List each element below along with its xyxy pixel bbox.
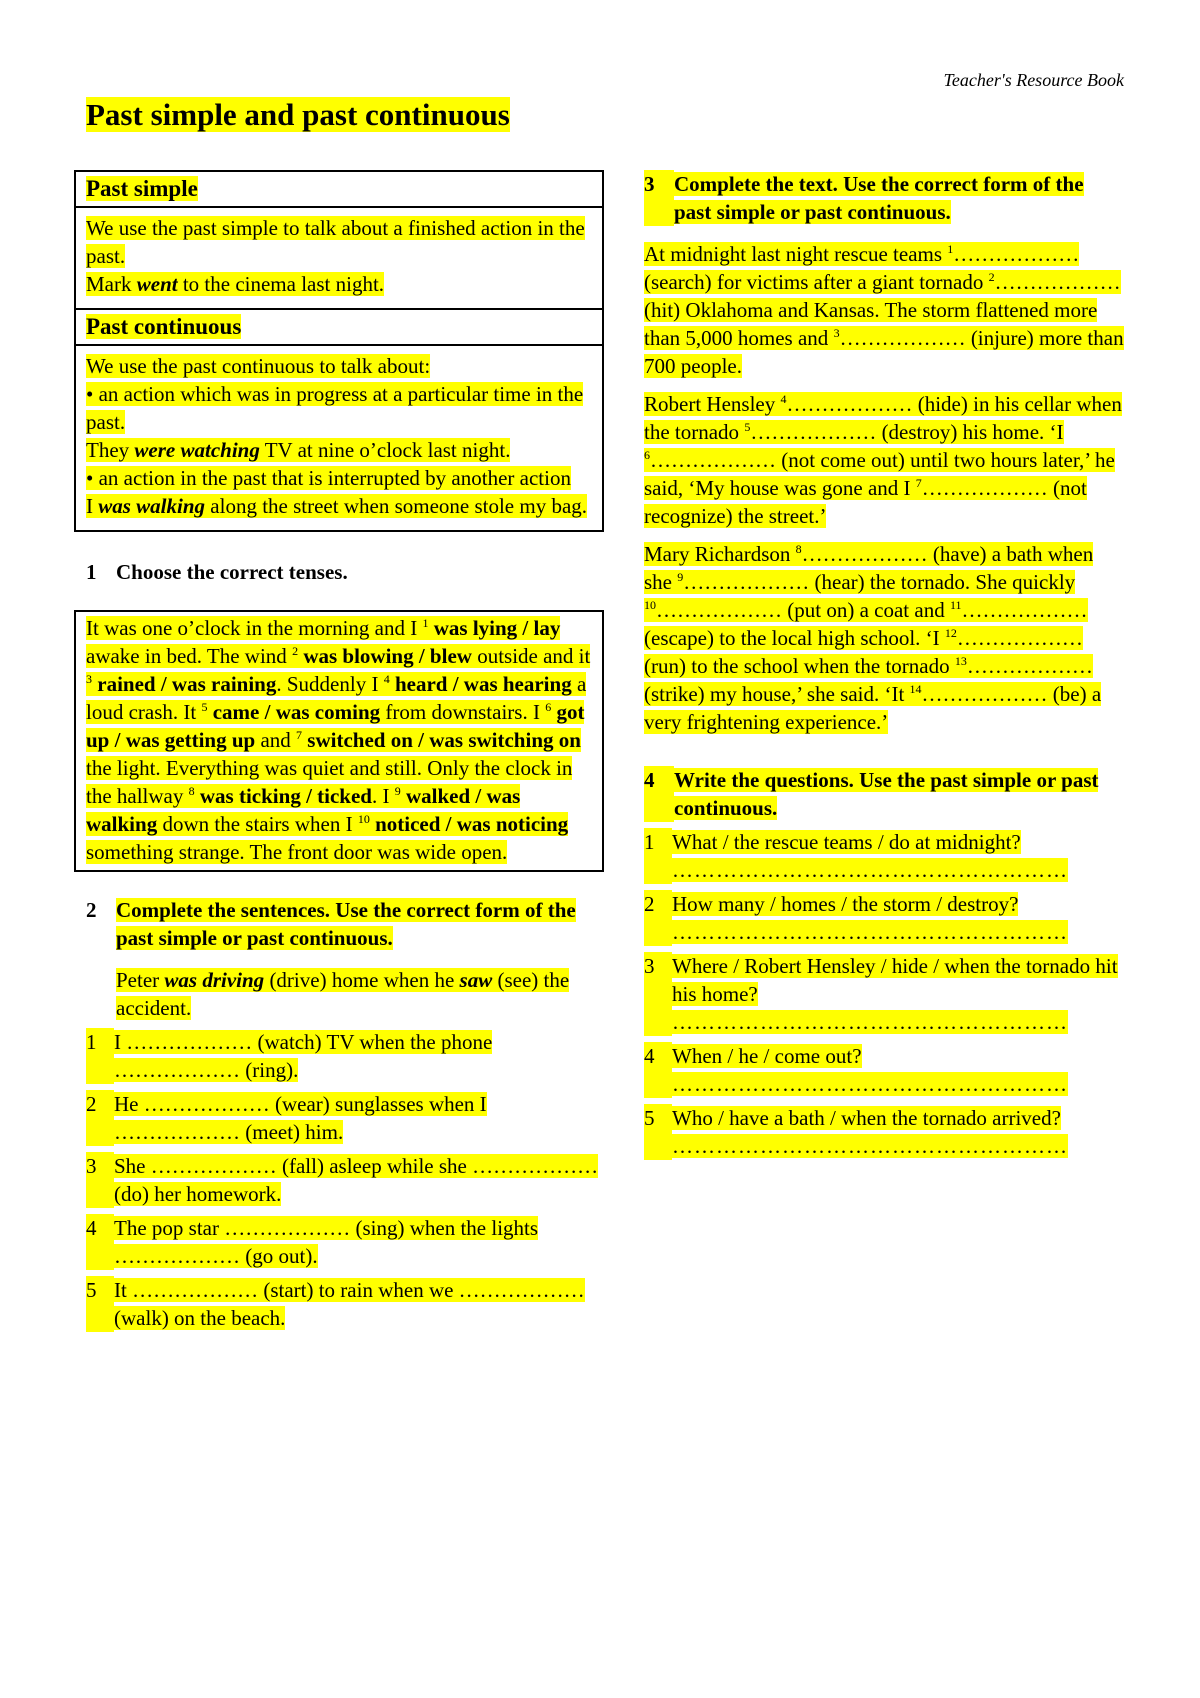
exercise-2-title bbox=[86, 896, 604, 952]
example-pre: Mark bbox=[86, 272, 137, 296]
past-continuous-intro: We use the past continuous to talk about: bbox=[86, 354, 431, 378]
exercise-1-title bbox=[86, 558, 604, 586]
example-verb: were watching bbox=[134, 438, 260, 462]
past-simple-rule: We use the past simple to talk about a finished action in the past. bbox=[86, 216, 585, 268]
exercise-3-title bbox=[644, 170, 1124, 226]
gap-sentence[interactable]: She ……………… (fall) asleep while she ……………… (do) her homework. bbox=[114, 1154, 599, 1206]
choice-9[interactable]: walked / was walking bbox=[86, 784, 521, 836]
exercise-4-title bbox=[644, 766, 1124, 822]
past-simple-heading-text: Past simple bbox=[86, 176, 198, 201]
exercise-2-items bbox=[86, 1028, 604, 1332]
answer-line[interactable]: ……………………………………………… bbox=[672, 920, 1068, 944]
choice-2[interactable]: was blowing / blew bbox=[303, 644, 472, 668]
page-title-text: Past simple and past continuous bbox=[86, 97, 510, 132]
question-prompt: Who / have a bath / when the tornado arrived? bbox=[672, 1106, 1061, 1130]
exercise-3-paragraph-1: At midnight last night rescue teams $^1$……………… (search) for victims after a giant tornado $^2$……………… (hit) Oklahoma and Kansas. The storm flattened more than 5,000 homes and $^3$……………… (injure) more than 700 people. bbox=[644, 242, 1124, 378]
past-continuous-heading bbox=[76, 310, 602, 346]
example-verb-2: saw bbox=[459, 968, 493, 992]
past-simple-heading bbox=[76, 172, 602, 208]
question-prompt: Where / Robert Hensley / hide / when the tornado hit his home? bbox=[672, 954, 1118, 1006]
page-title bbox=[86, 96, 510, 134]
list-item: 2 He ……………… (wear) sunglasses when I ……………… (meet) him. bbox=[86, 1092, 487, 1144]
list-item: 5 Who / have a bath / when the tornado arrived? ……………………………………………… bbox=[644, 1106, 1068, 1158]
gap-sentence[interactable]: I ……………… (watch) TV when the phone ……………… (ring). bbox=[114, 1030, 493, 1082]
choice-1[interactable]: was lying / lay bbox=[433, 616, 561, 640]
exercise-3-paragraph-3: Mary Richardson $^8$……………… (have) a bath when she $^9$……………… (hear) the tornado. She quickly $^{10}$……………… (put on) a coat and $^{11}$……………… (escape) to the local high school. ‘I $^{12}$……………… (run) to the school when the tornado $^{13}$……………… (strike) my house,’ she said. ‘It $^{14}$……………… (be) a very frightening experience.’ bbox=[644, 542, 1102, 734]
past-continuous-heading-text: Past continuous bbox=[86, 314, 242, 339]
choice-4[interactable]: heard / was hearing bbox=[394, 672, 572, 696]
exercise-4-items bbox=[644, 828, 1124, 1160]
past-continuous-example-1 bbox=[86, 438, 510, 462]
choice-5[interactable]: came / was coming bbox=[212, 700, 381, 724]
list-item: 5 It ……………… (start) to rain when we ……………… (walk) on the beach. bbox=[86, 1278, 585, 1330]
exercise-title-text: Write the questions. Use the past simple or past continuous. bbox=[674, 768, 1099, 820]
question-prompt: How many / homes / the storm / destroy? bbox=[672, 892, 1019, 916]
example-pre: They bbox=[86, 438, 135, 462]
exercise-title-text: Complete the text. Use the correct form of the past simple or past continuous. bbox=[674, 172, 1084, 224]
choice-10[interactable]: noticed / was noticing bbox=[375, 812, 569, 836]
answer-line[interactable]: ……………………………………………… bbox=[672, 1010, 1068, 1034]
exercise-1-text-box bbox=[74, 610, 604, 872]
exercise-title-text: Choose the correct tenses. bbox=[116, 560, 348, 584]
exercise-2-example: Peter was driving (drive) home when he saw (see) the accident. bbox=[116, 968, 570, 1020]
example-post: TV at nine o’clock last night. bbox=[259, 438, 511, 462]
exercise-title-text: Complete the sentences. Use the correct form of the past simple or past continuous. bbox=[116, 898, 576, 950]
exercise-number: 1 bbox=[86, 560, 97, 584]
gap-sentence[interactable]: The pop star ……………… (sing) when the lights ……………… (go out). bbox=[114, 1216, 539, 1268]
example-verb-1: was driving bbox=[164, 968, 265, 992]
past-continuous-example-2 bbox=[86, 494, 587, 518]
choice-7[interactable]: switched on / was switching on bbox=[307, 728, 581, 752]
list-item: 3 She ……………… (fall) asleep while she ……………… (do) her homework. bbox=[86, 1154, 599, 1206]
exercise-number: 4 bbox=[644, 766, 674, 822]
example-verb: was walking bbox=[98, 494, 206, 518]
answer-line[interactable]: ……………………………………………… bbox=[672, 1134, 1068, 1158]
example-pre: I bbox=[86, 494, 99, 518]
exercise-number: 3 bbox=[644, 170, 674, 226]
left-column bbox=[74, 170, 604, 1332]
example-post: along the street when someone stole my bag. bbox=[205, 494, 588, 518]
choice-3[interactable]: rained / was raining bbox=[97, 672, 277, 696]
past-continuous-body bbox=[76, 346, 602, 530]
choice-6[interactable]: got up / was getting up bbox=[86, 700, 585, 752]
gap-sentence[interactable]: He ……………… (wear) sunglasses when I ……………… (meet) him. bbox=[114, 1092, 487, 1144]
example-post: to the cinema last night. bbox=[177, 272, 385, 296]
past-continuous-bullet-2: • an action in the past that is interrupted by another action bbox=[86, 466, 571, 490]
grammar-box bbox=[74, 170, 604, 532]
list-item: 2 How many / homes / the storm / destroy? ……………………………………………… bbox=[644, 892, 1068, 944]
list-item: 1 I ……………… (watch) TV when the phone ……………… (ring). bbox=[86, 1030, 493, 1082]
question-prompt: When / he / come out? bbox=[672, 1044, 862, 1068]
list-item: 4 The pop star ……………… (sing) when the lights ……………… (go out). bbox=[86, 1216, 539, 1268]
exercise-1-paragraph: It was one o’clock in the morning and I $^1$ was lying / lay awake in bed. The wind $^2$ was blowing / blew outside and it $^3$ rained / was raining. Suddenly I $^4$ heard / was hearing a loud crash. It $^5$ came / was coming from downstairs. I $^6$ got up / was getting up and $^7$ switched on / was switching on the light. Everything was quiet and still. Only the clock in the hallway $^8$ was ticking / ticked. I $^9$ walked / was walking down the stairs when I $^{10}$ noticed / was noticing something strange. The front door was wide open. bbox=[86, 616, 591, 864]
right-column bbox=[644, 170, 1124, 1160]
past-simple-example bbox=[86, 272, 384, 296]
book-label: Teacher's Resource Book bbox=[943, 70, 1124, 90]
answer-line[interactable]: ……………………………………………… bbox=[672, 858, 1068, 882]
exercise-3-paragraph-2: Robert Hensley $^4$……………… (hide) in his cellar when the tornado $^5$……………… (destroy) his home. ‘I $^6$……………… (not come out) until two hours later,’ he said, ‘My house was gone and I $^7$……………… (not recognize) the street.’ bbox=[644, 392, 1122, 528]
example-verb: went bbox=[136, 272, 178, 296]
question-prompt: What / the rescue teams / do at midnight? bbox=[672, 830, 1021, 854]
past-simple-body bbox=[76, 208, 602, 310]
list-item: 3 Where / Robert Hensley / hide / when the tornado hit his home? ……………………………………………… bbox=[644, 954, 1118, 1034]
gap-sentence[interactable]: It ……………… (start) to rain when we ……………… (walk) on the beach. bbox=[114, 1278, 585, 1330]
choice-8[interactable]: was ticking / ticked bbox=[199, 784, 372, 808]
exercise-number: 2 bbox=[86, 898, 97, 922]
past-continuous-bullet-1: • an action which was in progress at a particular time in the past. bbox=[86, 382, 584, 434]
list-item: 1 What / the rescue teams / do at midnight? ……………………………………………… bbox=[644, 830, 1068, 882]
list-item: 4 When / he / come out? ……………………………………………… bbox=[644, 1044, 1068, 1096]
answer-line[interactable]: ……………………………………………… bbox=[672, 1072, 1068, 1096]
